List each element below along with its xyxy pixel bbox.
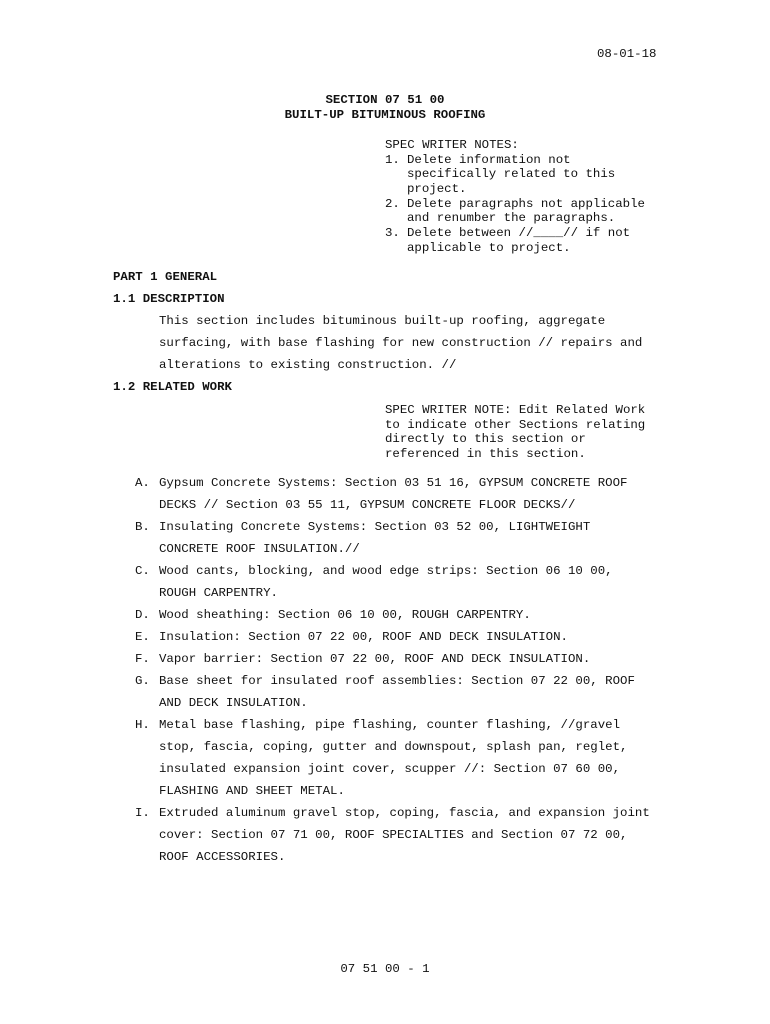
list-item-line: FLASHING AND SHEET METAL. [159, 784, 345, 798]
spec-note-text [407, 153, 665, 197]
spec-note-line: SPEC WRITER NOTE: Edit Related Work [385, 403, 646, 417]
list-item-text [159, 718, 675, 806]
list-item-letter: A. [135, 476, 150, 490]
list-item-text [159, 476, 675, 520]
description-heading: 1.1 DESCRIPTION [113, 292, 225, 306]
related-work-heading: 1.2 RELATED WORK [113, 380, 232, 394]
list-item [135, 630, 675, 652]
spec-note-number: 3. [385, 226, 400, 241]
spec-note-item [385, 197, 665, 226]
related-work-spec-note [385, 403, 665, 462]
list-item [135, 608, 675, 630]
list-item-letter: I. [135, 806, 150, 820]
list-item-line: cover: Section 07 71 00, ROOF SPECIALTIES and Section 07 72 00, [159, 828, 628, 842]
related-work-list [135, 476, 675, 872]
list-item-line: Vapor barrier: Section 07 22 00, ROOF AND DECK INSULATION. [159, 652, 591, 666]
list-item-line: DECKS // Section 03 55 11, GYPSUM CONCRETE FLOOR DECKS// [159, 498, 576, 512]
part-1-heading: PART 1 GENERAL [113, 270, 218, 284]
list-item-line: ROOF ACCESSORIES. [159, 850, 286, 864]
spec-note-line: Delete paragraphs not applicable [407, 196, 645, 211]
section-title-block [0, 93, 770, 123]
list-item-line: stop, fascia, coping, gutter and downspout, splash pan, reglet, [159, 740, 628, 754]
list-item [135, 806, 675, 872]
document-date: 08-01-18 [597, 47, 657, 61]
list-item-line: ROUGH CARPENTRY. [159, 586, 278, 600]
description-paragraph [159, 314, 679, 380]
spec-note-line: Delete information not [407, 152, 571, 167]
spec-notes-heading: SPEC WRITER NOTES: [385, 138, 519, 152]
spec-note-line: directly to this section or [385, 432, 586, 447]
list-item [135, 674, 675, 718]
paragraph-line: This section includes bituminous built-up roofing, aggregate [159, 314, 606, 328]
paragraph-line: surfacing, with base flashing for new construction // repairs and [159, 336, 643, 350]
paragraph-line: alterations to existing construction. // [159, 358, 457, 372]
list-item-text [159, 630, 675, 652]
spec-note-text [407, 197, 665, 226]
list-item-text [159, 520, 675, 564]
spec-note-line: to indicate other Sections relating [385, 417, 646, 432]
spec-note-line: Delete between //____// if not [407, 226, 631, 241]
list-item-line: Insulating Concrete Systems: Section 03 52 00, LIGHTWEIGHT [159, 520, 591, 534]
list-item-line: AND DECK INSULATION. [159, 696, 308, 710]
spec-note-text [407, 226, 665, 255]
list-item-letter: C. [135, 564, 150, 578]
list-item-line: CONCRETE ROOF INSULATION.// [159, 542, 360, 556]
spec-note-line: and renumber the paragraphs. [407, 211, 616, 226]
section-number: SECTION 07 51 00 [325, 93, 445, 107]
list-item-text [159, 674, 675, 718]
list-item-line: Wood cants, blocking, and wood edge strips: Section 06 10 00, [159, 564, 613, 578]
list-item [135, 520, 675, 564]
list-item-text [159, 806, 675, 872]
spec-note-line: project. [407, 182, 467, 197]
list-item-line: Wood sheathing: Section 06 10 00, ROUGH CARPENTRY. [159, 608, 531, 622]
list-item-letter: G. [135, 674, 150, 688]
spec-note-line: applicable to project. [407, 240, 571, 255]
list-item-text [159, 608, 675, 630]
list-item-line: Gypsum Concrete Systems: Section 03 51 16, GYPSUM CONCRETE ROOF [159, 476, 628, 490]
spec-note-item [385, 226, 665, 255]
spec-note-item [385, 153, 665, 197]
list-item [135, 718, 675, 806]
list-item-line: Extruded aluminum gravel stop, coping, fascia, and expansion joint [159, 806, 650, 820]
list-item-line: Base sheet for insulated roof assemblies: Section 07 22 00, ROOF [159, 674, 635, 688]
list-item-line: insulated expansion joint cover, scupper //: Section 07 60 00, [159, 762, 621, 776]
spec-note-line: specifically related to this [407, 167, 616, 182]
list-item-letter: F. [135, 652, 150, 666]
list-item-text [159, 564, 675, 608]
list-item [135, 476, 675, 520]
list-item-letter: B. [135, 520, 150, 534]
list-item-line: Insulation: Section 07 22 00, ROOF AND DECK INSULATION. [159, 630, 568, 644]
section-name: BUILT-UP BITUMINOUS ROOFING [284, 108, 486, 122]
spec-note-number: 2. [385, 196, 400, 211]
spec-note-line: referenced in this section. [385, 447, 586, 462]
list-item-text [159, 652, 675, 674]
list-item-letter: H. [135, 718, 150, 732]
list-item-line: Metal base flashing, pipe flashing, counter flashing, //gravel [159, 718, 621, 732]
list-item [135, 564, 675, 608]
spec-note-number: 1. [385, 152, 400, 167]
list-item [135, 652, 675, 674]
list-item-letter: D. [135, 608, 150, 622]
page-footer: 07 51 00 - 1 [340, 962, 430, 976]
list-item-letter: E. [135, 630, 150, 644]
spec-writer-notes [385, 138, 665, 256]
